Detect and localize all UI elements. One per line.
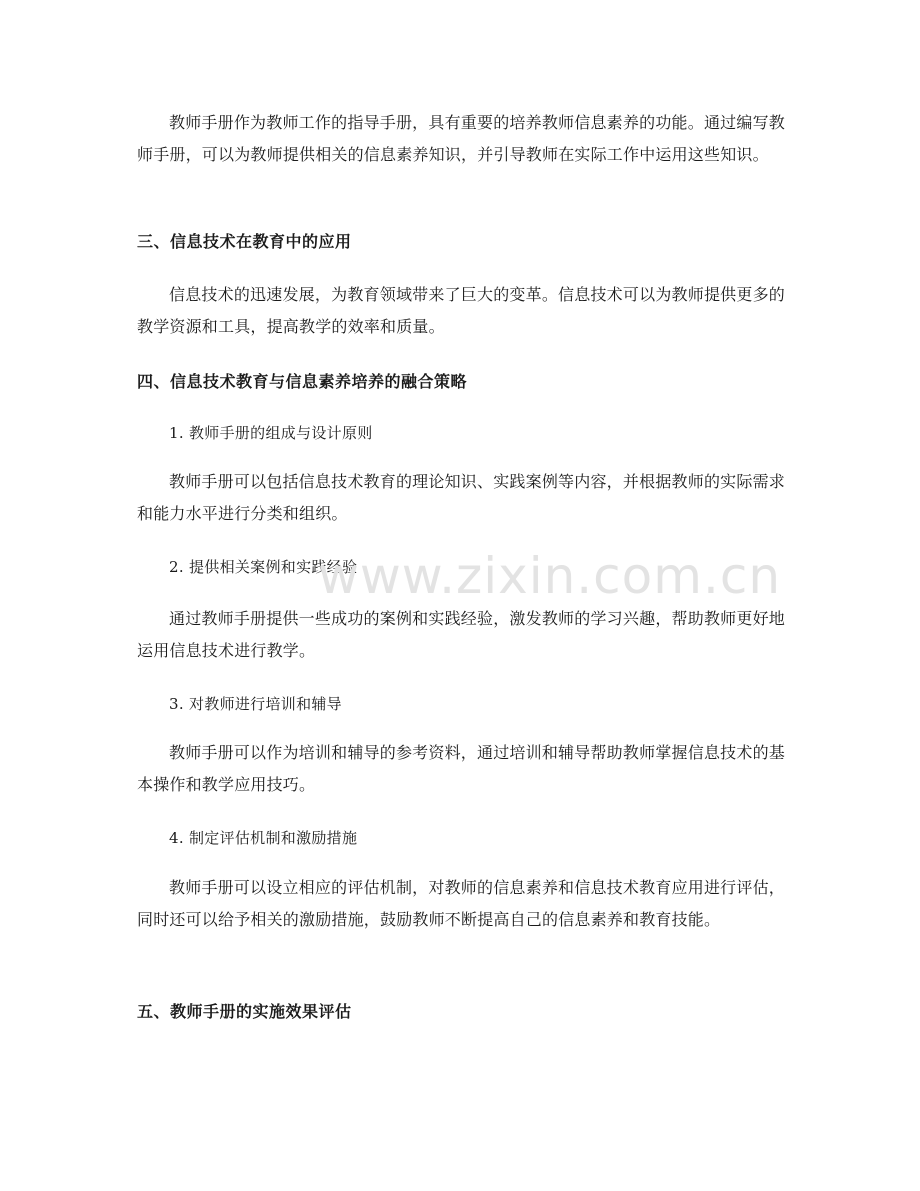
section-3-paragraph: 信息技术的迅速发展，为教育领域带来了巨大的变革。信息技术可以为教师提供更多的教学资源和工具，提高教学的效率和质量。 [137, 285, 785, 336]
item-4-paragraph: 教师手册可以设立相应的评估机制，对教师的信息素养和信息技术教育应用进行评估，同时还可以给予相关的激励措施，鼓励教师不断提高自己的信息素养和教育技能。 [137, 878, 785, 929]
item-2-title: 2. 提供相关案例和实践经验 [169, 558, 358, 576]
intro-paragraph: 教师手册作为教师工作的指导手册，具有重要的培养教师信息素养的功能。通过编写教师手册，可以为教师提供相关的信息素养知识，并引导教师在实际工作中运用这些知识。 [137, 113, 785, 164]
section-4-heading: 四、信息技术教育与信息素养培养的融合策略 [137, 372, 468, 391]
section-5-heading: 五、教师手册的实施效果评估 [137, 1002, 352, 1021]
item-1-title: 1. 教师手册的组成与设计原则 [169, 424, 373, 442]
watermark: www.zixin.com.cn [318, 547, 782, 605]
item-4-title: 4. 制定评估机制和激励措施 [169, 829, 358, 847]
item-1-paragraph: 教师手册可以包括信息技术教育的理论知识、实践案例等内容，并根据教师的实际需求和能力水平进行分类和组织。 [137, 472, 785, 523]
item-2-paragraph: 通过教师手册提供一些成功的案例和实践经验，激发教师的学习兴趣，帮助教师更好地运用信息技术进行教学。 [137, 609, 785, 660]
section-3-heading: 三、信息技术在教育中的应用 [137, 232, 352, 251]
item-3-paragraph: 教师手册可以作为培训和辅导的参考资料，通过培训和辅导帮助教师掌握信息技术的基本操作和教学应用技巧。 [137, 743, 785, 794]
item-3-title: 3. 对教师进行培训和辅导 [169, 695, 342, 713]
